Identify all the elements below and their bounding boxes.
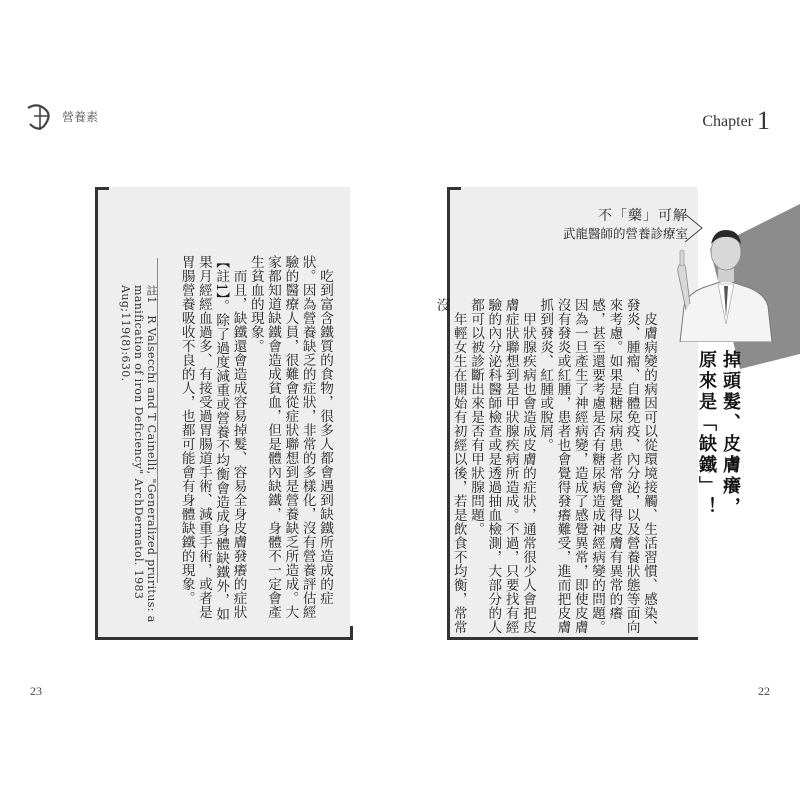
series-name: 營養素 bbox=[62, 110, 99, 124]
headline-line: 原來是「缺鐵」！ bbox=[696, 350, 717, 518]
left-paragraph: 而且，缺鐵還會造成容易掉髮、容易全身皮膚發癢的症狀【註1】。除了過度減重或營養不均衡會造成身體缺鐵外，如果月經經血過多、有接受過胃腸道手術、減重手術，或者是胃腸營養吸收不良的人，也都可能會有身體缺鐵的現象。 bbox=[178, 255, 247, 622]
book-series-logo bbox=[24, 100, 58, 134]
chapter-word: Chapter bbox=[702, 113, 753, 130]
headline-line: 掉頭髮、皮膚癢， bbox=[720, 350, 741, 518]
column-subtitle bbox=[548, 208, 688, 242]
page-number-right: 22 bbox=[758, 684, 770, 698]
right-paragraph: 皮膚病變的病因可以從環境接觸、生活習慣、感染、發炎、腫瘤、自體免疫、內分泌，以及營養狀態等面向來考慮。如果是糖尿病患者常會覺得皮膚有異常的癢感，甚至還要考慮是否有糖尿病造成神經病變的問題。因為一旦產生了神經病變，造成了感覺異常，即使皮膚沒有發炎或紅腫，患者也會覺得發癢難受，進而把皮膚抓到發炎、紅腫或脫屑。 bbox=[537, 298, 657, 634]
column-byline: 武龍醫師的營養診療室 bbox=[562, 226, 688, 241]
chapter-label bbox=[702, 106, 770, 136]
right-body-text bbox=[433, 298, 657, 638]
page-number-left: 23 bbox=[30, 684, 42, 698]
column-title: 不「藥」可解 bbox=[598, 208, 688, 224]
right-paragraph: 甲狀腺疾病也會造成皮膚的症狀，通常很少人會把皮膚症狀聯想到是甲狀腺疾病所造成。不過，只要找有經驗的內分泌科醫師檢查或是透過抽血檢測，大部分的人都可以被診斷出來是否有甲狀腺問題。 bbox=[468, 298, 536, 634]
footnote bbox=[110, 285, 158, 625]
footnote-text: 註1 R Valsecchi and T Cainelli, "Generalized pruritus: a manification of iron Deficiency" ArchDermatol. 1983 Aug;119(8):630. bbox=[119, 285, 158, 623]
chapter-number: 1 bbox=[757, 106, 770, 135]
doctor-photo bbox=[672, 214, 780, 342]
left-paragraph: 吃到富含鐵質的食物，很多人都會遇到缺鐵所造成的症狀。因為營養缺乏的症狀，非常的多樣化，沒有營養評估經驗的醫療人員，很難會從症狀聯想到是營養缺乏所造成。大家都知道缺鐵會造成貧血，但是體內缺鐵，身體不一定會產生貧血的現象。 bbox=[247, 255, 333, 619]
right-paragraph: 年輕女生在開始有初經以後，若是飲食不均衡，常常沒 bbox=[433, 298, 467, 634]
left-body-text bbox=[168, 255, 333, 627]
article-headline bbox=[694, 350, 742, 650]
